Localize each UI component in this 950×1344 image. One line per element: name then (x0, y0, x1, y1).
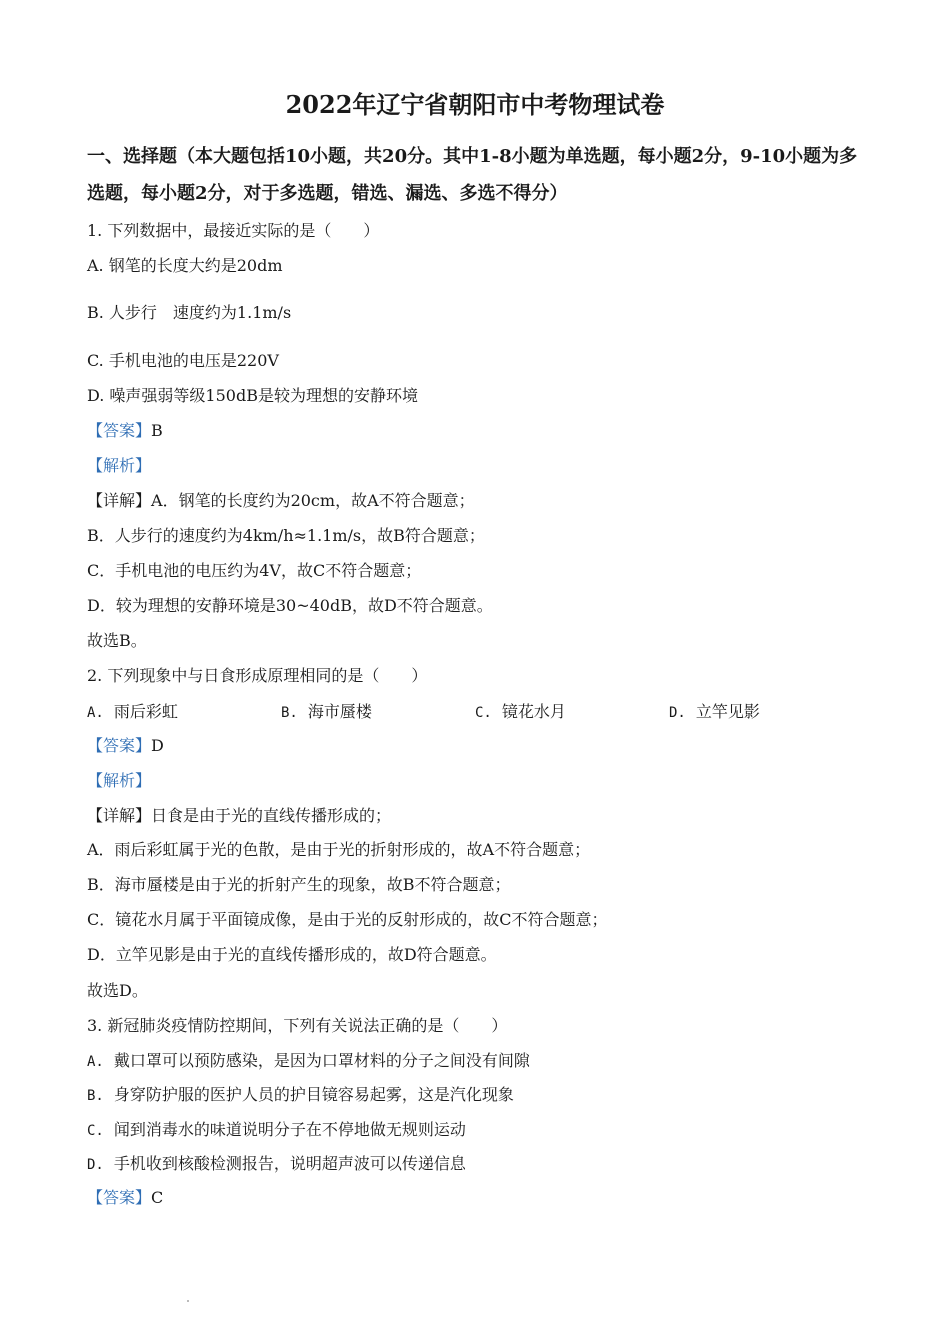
detail-text: 日食是由于光的直线传播形成的； (151, 806, 392, 825)
option-text: 戴口罩可以预防感染，是因为口罩材料的分子之间没有间隙 (113, 1051, 530, 1070)
option-letter: A. (87, 705, 104, 721)
question-3-option-a (87, 1051, 530, 1072)
question-3-stem: 3. 新冠肺炎疫情防控期间，下列有关说法正确的是（ ） (87, 1016, 508, 1035)
question-2-detail-c: C．镜花水月属于平面镜成像，是由于光的反射形成的，故C不符合题意； (87, 910, 608, 929)
section-heading: 一、选择题（本大题包括10小题，共20分。其中1-8小题为单选题，每小题2分，9-10小题为多选题，每小题2分，对于多选题，错选、漏选、多选不得分） (87, 146, 858, 204)
question-2-stem: 2. 下列现象中与日食形成原理相同的是（ ） (87, 666, 428, 685)
option-text: 身穿防护服的医护人员的护目镜容易起雾，这是汽化现象 (113, 1085, 514, 1104)
question-2-option-c (475, 702, 566, 723)
question-1-option-a: A. 钢笔的长度大约是20dm (87, 256, 283, 275)
answer-value: D (151, 736, 164, 755)
question-2-detail-d: D．立竿见影是由于光的直线传播形成的，故D符合题意。 (87, 945, 497, 964)
question-1-detail-b: B．人步行的速度约为4km/h≈1.1m/s，故B符合题意； (87, 526, 485, 545)
answer-tag: 【答案】 (87, 736, 152, 755)
question-2-option-d (669, 702, 760, 723)
option-letter: D. (87, 1157, 104, 1173)
question-1-option-c: C. 手机电池的电压是220V (87, 351, 279, 370)
option-letter: C. (87, 1123, 104, 1139)
option-letter: D. (669, 705, 686, 721)
question-3-option-d (87, 1154, 466, 1175)
question-1-detail-c: C．手机电池的电压约为4V，故C不符合题意； (87, 561, 422, 580)
question-3-option-b (87, 1085, 514, 1106)
option-letter: B. (87, 1088, 104, 1104)
question-1-conclusion: 故选B。 (87, 631, 147, 650)
answer-tag: 【答案】 (87, 1188, 152, 1207)
question-1-stem: 1. 下列数据中，最接近实际的是（ ） (87, 221, 380, 240)
question-3-answer (87, 1188, 163, 1208)
option-text: 镜花水月 (501, 702, 566, 721)
answer-tag: 【答案】 (87, 421, 152, 440)
question-3-option-c (87, 1120, 466, 1141)
analysis-tag: 【解析】 (87, 456, 152, 475)
question-1-detail-d: D．较为理想的安静环境是30~40dB，故D不符合题意。 (87, 596, 493, 615)
question-2-conclusion: 故选D。 (87, 981, 148, 1000)
question-2-detail (87, 806, 391, 826)
question-2-detail-a: A．雨后彩虹属于光的色散，是由于光的折射形成的，故A不符合题意； (87, 840, 591, 859)
question-2-option-a (87, 702, 178, 723)
answer-value: C (151, 1188, 164, 1207)
option-letter: C. (475, 705, 492, 721)
question-2-detail-b: B．海市蜃楼是由于光的折射产生的现象，故B不符合题意； (87, 875, 511, 894)
question-1-answer (87, 421, 163, 441)
page-dot-mark (187, 1300, 189, 1302)
question-1-option-d: D. 噪声强弱等级150dB是较为理想的安静环境 (87, 386, 418, 405)
detail-tag: 【详解】 (87, 491, 152, 510)
question-2-option-b (281, 702, 372, 723)
page-title: 2022年辽宁省朝阳市中考物理试卷 (285, 90, 665, 119)
option-letter: A. (87, 1054, 104, 1070)
answer-value: B (151, 421, 163, 440)
option-text: 手机收到核酸检测报告，说明超声波可以传递信息 (113, 1154, 466, 1173)
option-text: 海市蜃楼 (307, 702, 372, 721)
question-1-detail (87, 491, 475, 511)
detail-text: A．钢笔的长度约为20cm，故A不符合题意； (151, 491, 475, 510)
option-text: 闻到消毒水的味道说明分子在不停地做无规则运动 (113, 1120, 466, 1139)
question-2-answer (87, 736, 164, 756)
option-letter: B. (281, 705, 298, 721)
option-text: 雨后彩虹 (113, 702, 178, 721)
option-text: 立竿见影 (695, 702, 760, 721)
analysis-tag: 【解析】 (87, 771, 152, 790)
detail-tag: 【详解】 (87, 806, 152, 825)
question-1-option-b: B. 人步行 速度约为1.1m/s (87, 303, 292, 322)
